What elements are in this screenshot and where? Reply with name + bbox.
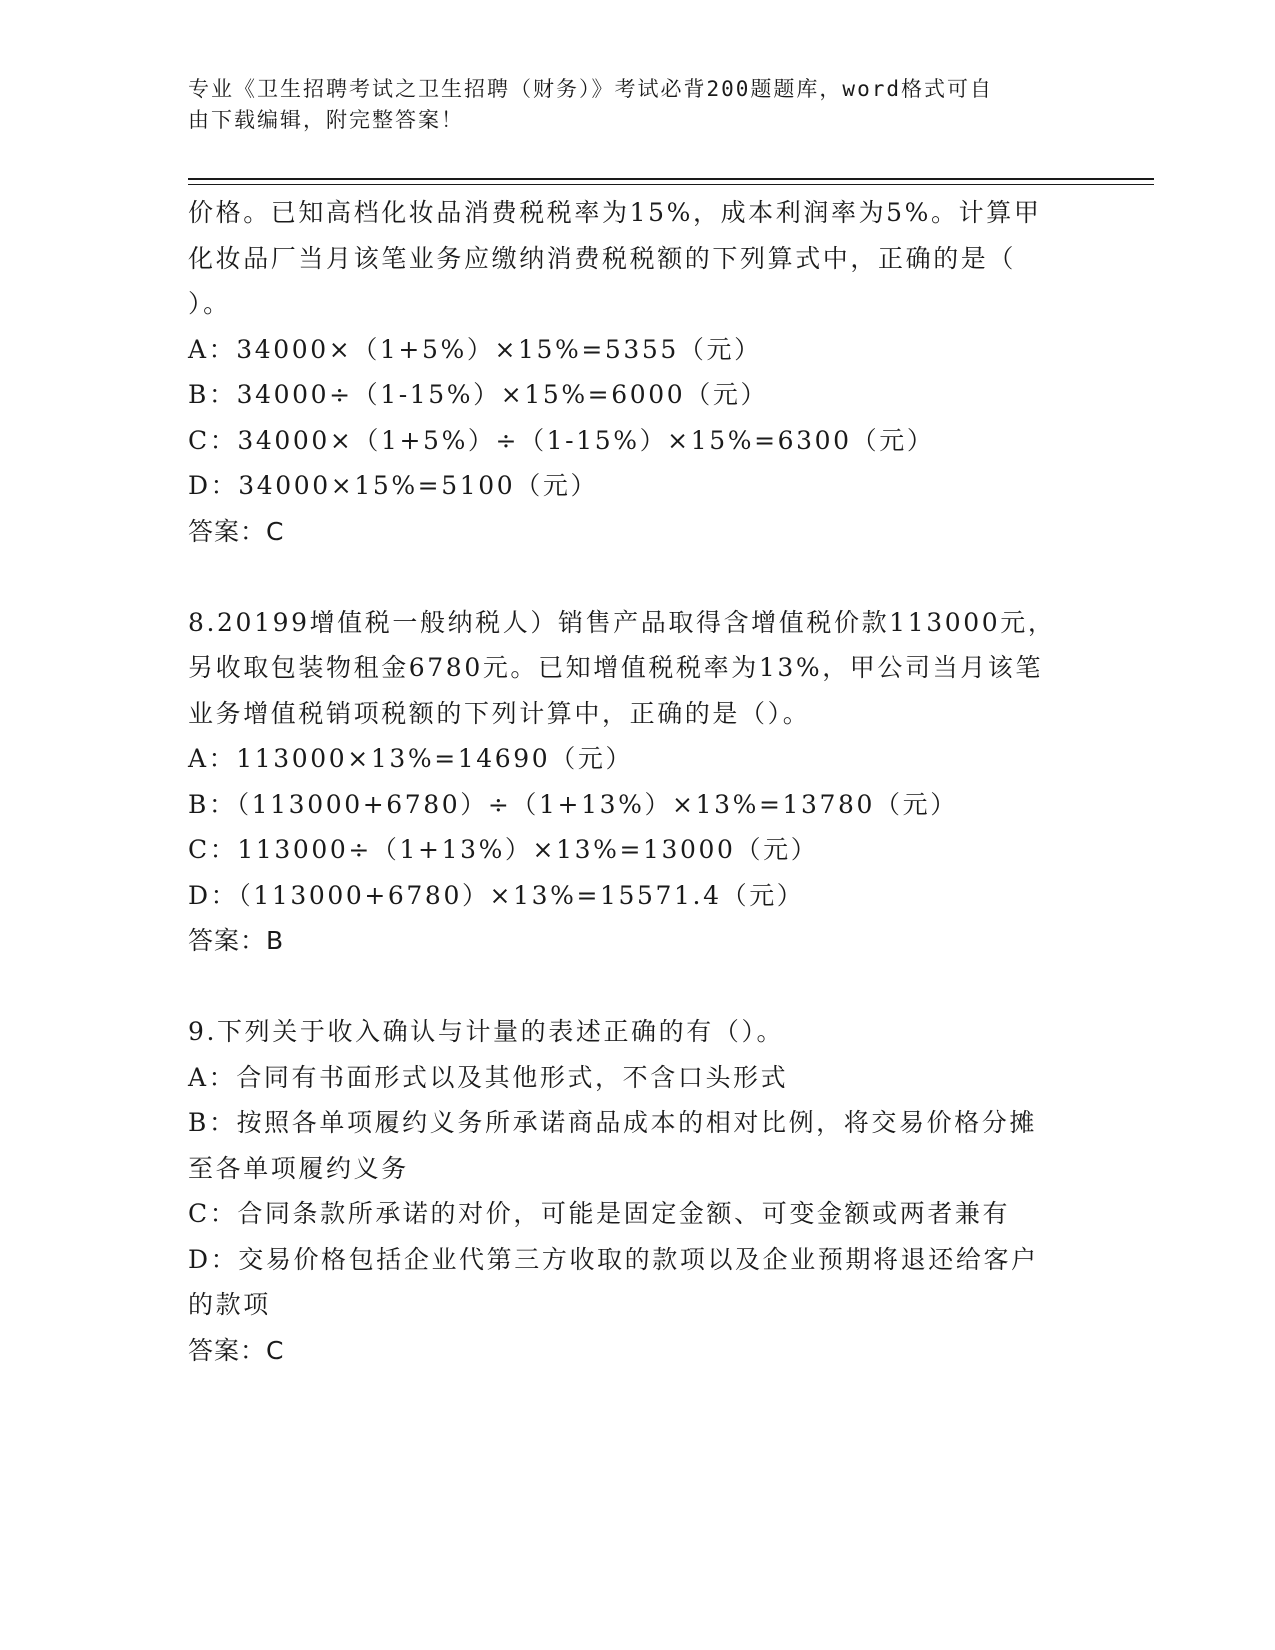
option-c: C：合同条款所承诺的对价，可能是固定金额、可变金额或两者兼有: [188, 1199, 1011, 1228]
option-c: C：113000÷（1+13%）×13%=13000（元）: [188, 835, 819, 864]
header-rule-thick: [188, 178, 1154, 180]
option-a: A：34000×（1+5%）×15%=5355（元）: [188, 334, 762, 364]
option-d: D：34000×15%=5100（元）: [188, 471, 599, 500]
question-9: [188, 1009, 1088, 1373]
question-text-line: 另收取包装物租金6780元。已知增值税税率为13%，甲公司当月该笔: [188, 653, 1043, 682]
option-b: B：34000÷（1-15%）×15%=6000（元）: [188, 380, 769, 409]
option-b-continued: 至各单项履约义务: [188, 1153, 409, 1183]
option-c: C：34000×（1+5%）÷（1-15%）×15%=6300（元）: [188, 425, 935, 455]
option-a: A：113000×13%=14690（元）: [188, 744, 634, 773]
answer-label: 答案：C: [188, 1335, 285, 1365]
question-spacer: [188, 964, 1088, 1010]
option-d: D：交易价格包括企业代第三方收取的款项以及企业预期将退还给客户: [188, 1244, 1039, 1274]
header-rule-thin: [188, 184, 1154, 185]
option-d-continued: 的款项: [188, 1290, 271, 1319]
option-b: B：（113000+6780）÷（1+13%）×13%=13780（元）: [188, 789, 958, 819]
header-title-line-1: 专业《卫生招聘考试之卫生招聘（财务）》考试必背200题题库，word格式可自: [188, 77, 993, 101]
question-text-line: ）。: [188, 289, 231, 318]
question-7-continued: [188, 190, 1088, 554]
option-d: D：（113000+6780）×13%=15571.4（元）: [188, 880, 805, 910]
question-8: [188, 600, 1088, 964]
document-content: [188, 190, 1088, 1373]
answer-label: 答案：C: [188, 516, 285, 546]
question-text-line: 9.下列关于收入确认与计量的表述正确的有（）。: [188, 1017, 785, 1046]
question-text-line: 价格。已知高档化妆品消费税税率为15%，成本利润率为5%。计算甲: [188, 198, 1042, 227]
document-header: [188, 74, 1068, 136]
question-text-line: 化妆品厂当月该笔业务应缴纳消费税税额的下列算式中，正确的是（: [188, 243, 1017, 273]
question-spacer: [188, 554, 1088, 600]
option-b: B：按照各单项履约义务所承诺商品成本的相对比例，将交易价格分摊: [188, 1108, 1037, 1137]
question-text-line: 8.20199增值税一般纳税人）销售产品取得含增值税价款113000元，: [188, 607, 1056, 637]
option-a: A：合同有书面形式以及其他形式，不含口头形式: [188, 1062, 789, 1092]
question-text-line: 业务增值税销项税额的下列计算中，正确的是（）。: [188, 698, 811, 728]
answer-label: 答案：B: [188, 926, 285, 955]
header-title-line-2: 由下载编辑，附完整答案！: [188, 108, 464, 132]
